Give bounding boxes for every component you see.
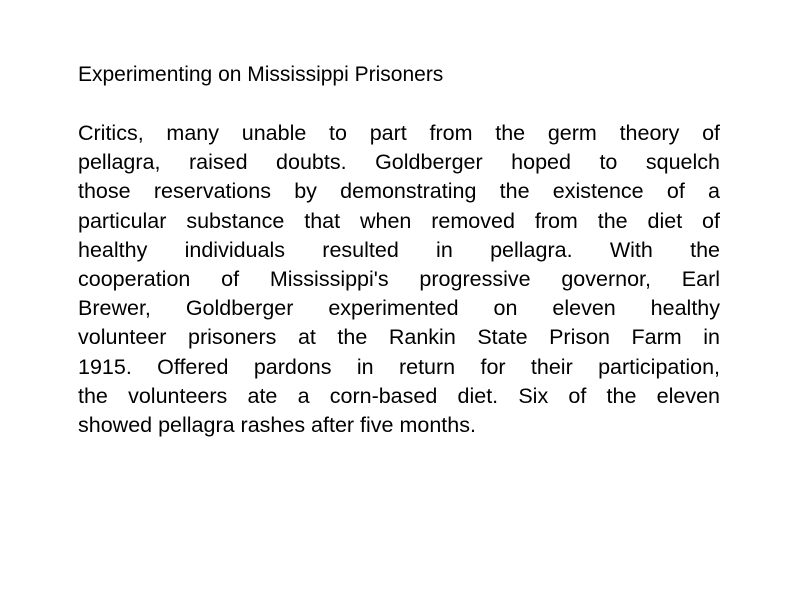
body-line: healthy individuals resulted in pellagra. With the — [78, 237, 720, 262]
body-line: 1915. Offered pardons in return for their participation, — [78, 354, 720, 379]
body-line: cooperation of Mississippi's progressive governor, Earl — [78, 266, 720, 291]
body-line: particular substance that when removed from the diet of — [78, 208, 720, 233]
body-line: the volunteers ate a corn-based diet. Six of the eleven — [78, 383, 720, 408]
slide-title: Experimenting on Mississippi Prisoners — [78, 63, 444, 86]
body-line: volunteer prisoners at the Rankin State Prison Farm in — [78, 325, 720, 350]
body-line: pellagra, raised doubts. Goldberger hoped to squelch — [78, 150, 720, 175]
body-line: Critics, many unable to part from the germ theory of — [78, 121, 720, 145]
body-line: Brewer, Goldberger experimented on eleven healthy — [78, 296, 720, 321]
body-line: showed pellagra rashes after five months. — [78, 412, 476, 437]
body-line: those reservations by demonstrating the existence of a — [78, 179, 720, 204]
body-paragraph — [78, 119, 720, 440]
